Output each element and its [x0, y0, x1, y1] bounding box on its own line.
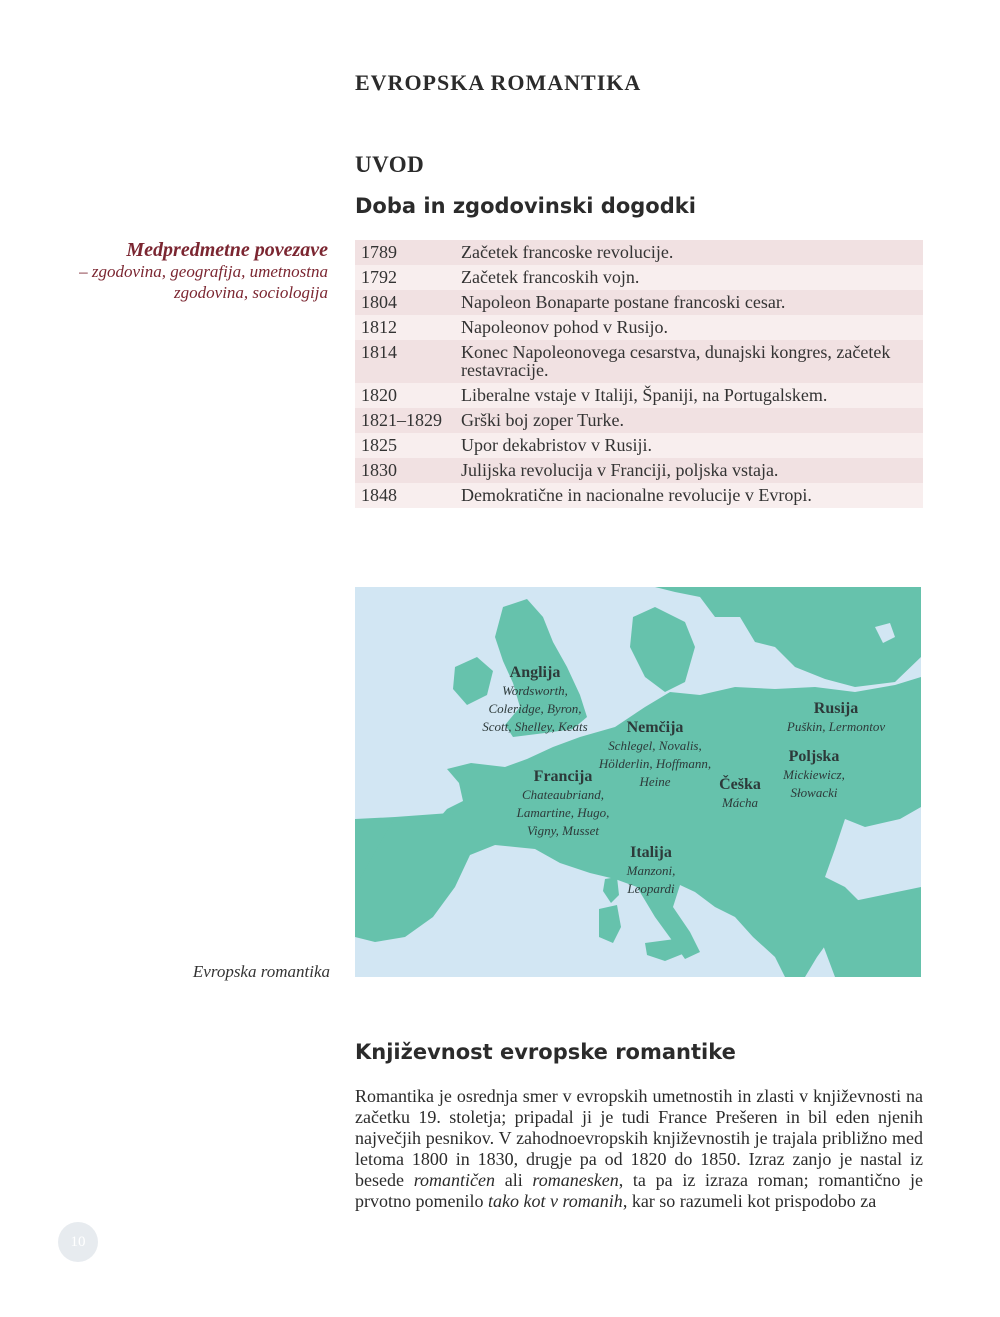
event-cell: Julijska revolucija v Franciji, poljska vstaja.: [461, 460, 779, 480]
map-label-russia: Rusija Puškin, Lermontov: [786, 700, 886, 734]
europe-romanticism-map: [355, 587, 921, 977]
map-label-germany: Nemčija Schlegel, Novalis, Hölderlin, Hoffmann, Heine: [598, 719, 712, 789]
event-cell: Začetek francoske revolucije.: [461, 242, 674, 262]
page-number: 10: [58, 1222, 98, 1262]
map-caption: Evropska romantika: [192, 962, 330, 981]
event-cell: Napoleon Bonaparte postane francoski cesar.: [461, 292, 786, 312]
year-cell: 1792: [361, 267, 397, 287]
table-row: [355, 315, 923, 340]
year-cell: 1814: [361, 342, 397, 362]
event-cell: Konec Napoleonovega cesarstva, dunajski kongres, začetek restavracije.: [461, 342, 891, 380]
year-cell: 1825: [361, 435, 397, 455]
year-cell: 1789: [361, 242, 397, 262]
map-label-czechia: Češka Mácha: [719, 776, 761, 810]
year-cell: 1830: [361, 460, 397, 480]
subsection-title-literature: Književnost evropske romantike: [355, 1040, 736, 1064]
year-cell: 1848: [361, 485, 397, 505]
table-row: [355, 290, 923, 315]
table-row: [355, 383, 923, 408]
body-paragraph: Romantika je osrednja smer v evropskih umetnostih in zlasti v književnosti na začetku 19. stoletja; pripadal ji je tudi France Prešeren in bil eden njenih največjih pesnikov. V zahodnoevropskih književnostih je trajala približno med letoma 1800 in 1830, drugje pa od 1820 do 1850. Izraz zanjo je nastal iz besede romantičen ali romanesken, ta pa iz izraza roman; romantično je prvotno pomenilo tako kot v romanih, kar so razumeli kot prispodobo za: [355, 1086, 924, 1211]
event-cell: Grški boj zoper Turke.: [461, 410, 624, 430]
map-label-italy: Italija Manzoni, Leopardi: [626, 844, 676, 896]
section-title: UVOD: [355, 152, 425, 177]
event-cell: Liberalne vstaje v Italiji, Španiji, na Portugalskem.: [461, 385, 828, 405]
map-label-england: Anglija Wordsworth, Coleridge, Byron, Scott, Shelley, Keats: [482, 664, 588, 734]
year-cell: 1812: [361, 317, 397, 337]
year-cell: 1821–1829: [361, 410, 442, 430]
map-label-france: Francija Chateaubriand, Lamartine, Hugo, Vigny, Musset: [516, 768, 610, 838]
note-title: Medpredmetne povezave: [126, 239, 328, 261]
note-body: – zgodovina, geografija, umetnostna zgodovina, sociologija: [79, 262, 328, 302]
table-row: [355, 265, 923, 290]
chapter-title: EVROPSKA ROMANTIKA: [355, 70, 642, 95]
table-row: [355, 483, 923, 508]
subsection-title-events: Doba in zgodovinski dogodki: [355, 194, 696, 218]
cross-curricular-note: [48, 240, 328, 303]
event-cell: Demokratične in nacionalne revolucije v Evropi.: [461, 485, 812, 505]
table-row: [355, 340, 923, 383]
event-cell: Napoleonov pohod v Rusijo.: [461, 317, 668, 337]
table-row: [355, 240, 923, 265]
event-cell: Upor dekabristov v Rusiji.: [461, 435, 652, 455]
event-cell: Začetek francoskih vojn.: [461, 267, 640, 287]
table-row: [355, 433, 923, 458]
table-row: [355, 458, 923, 483]
map-label-poland: Poljska Mickiewicz, Słowacki: [783, 748, 845, 800]
table-row: [355, 408, 923, 433]
year-cell: 1820: [361, 385, 397, 405]
timeline-table: [355, 240, 923, 508]
year-cell: 1804: [361, 292, 397, 312]
